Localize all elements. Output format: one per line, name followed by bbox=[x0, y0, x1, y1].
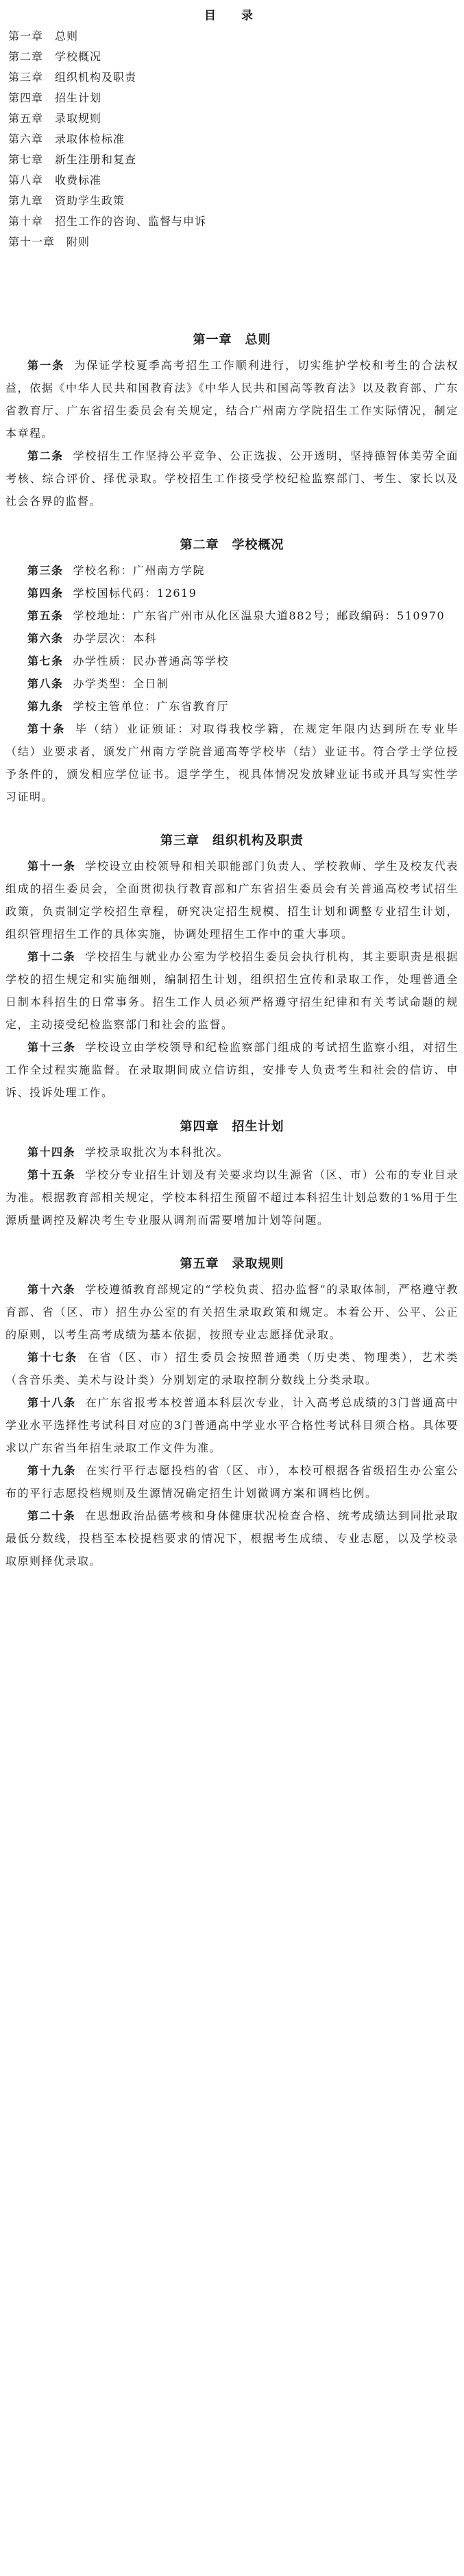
article-text: 在实行平行志愿投档的省（区、市），本校可根据各省级招生办公室公布的平行志愿投档规则及生源情况确定招生计划微调方案和调档比例。 bbox=[5, 1464, 459, 1500]
article-text: 在省（区、市）招生委员会按照普通类（历史类、物理类），艺术类（含音乐类、美术与设计类）分别划定的录取控制分数线上分类录取。 bbox=[5, 1351, 459, 1386]
table-of-contents bbox=[5, 26, 459, 252]
chapter-title: 第二章 学校概况 bbox=[180, 538, 284, 552]
article-number: 第十七条 bbox=[27, 1351, 78, 1364]
article bbox=[5, 1163, 459, 1231]
article bbox=[5, 1391, 459, 1459]
toc-item: 第四章 招生计划 bbox=[8, 91, 102, 104]
article-number: 第十九条 bbox=[27, 1464, 77, 1477]
toc-item: 第二章 学校概况 bbox=[8, 50, 102, 63]
article-number: 第九条 bbox=[27, 700, 64, 713]
article-text: 办学类型：全日制 bbox=[73, 677, 169, 690]
article-number: 第六条 bbox=[27, 632, 64, 645]
chapter-title: 第五章 录取规则 bbox=[180, 1257, 284, 1271]
article bbox=[5, 1504, 459, 1572]
article-number: 第二条 bbox=[27, 449, 64, 462]
article bbox=[5, 559, 459, 582]
article bbox=[5, 718, 459, 808]
article-text: 毕（结）业证颁证：对取得我校学籍，在规定年限内达到所在专业毕（结）业要求者，颁发广州南方学院普通高等学校毕（结）业证书。符合学士学位授予条件的，颁发相应学位证书。退学学生，视具体情况发放肄业证书或开具写实性学习证明。 bbox=[5, 722, 459, 803]
article-number: 第一条 bbox=[27, 359, 65, 372]
article-text: 为保证学校夏季高考招生工作顺利进行，切实维护学校和考生的合法权益，依据《中华人民共和国教育法》《中华人民共和国高等教育法》以及教育部、广东省教育厅、广东省招生委员会有关规定，结合广州南方学院招生工作实际情况，制定本章程。 bbox=[5, 359, 459, 440]
toc-item: 第九章 资助学生政策 bbox=[8, 194, 125, 207]
article-text: 学校设立由学校领导和纪检监察部门组成的考试招生监察小组，对招生工作全过程实施监督。在录取期间成立信访组，安排专人负责考生和社会的信访、申诉、投诉处理工作。 bbox=[5, 1041, 459, 1099]
article bbox=[5, 1141, 459, 1163]
article-text: 学校遵循教育部规定的“学校负责、招办监督”的录取体制，严格遵守教育部、省（区、市）招生办公室的有关招生录取政策和规定。本着公开、公平、公正的原则，以考生高考成绩为基本依据，按照专业志愿择优录取。 bbox=[5, 1283, 459, 1341]
article-text: 学校分专业招生计划及有关要求均以生源省（区、市）公布的专业目录为准。根据教育部相关规定，学校本科招生预留不超过本科招生计划总数的1%用于生源质量调控及解决考生专业服从调剂而需要增加计划等问题。 bbox=[5, 1168, 459, 1227]
article bbox=[5, 627, 459, 650]
article-text: 学校国标代码：12619 bbox=[73, 587, 197, 600]
article-text: 学校主管单位：广东省教育厅 bbox=[73, 700, 230, 713]
chapter-title: 第三章 组织机构及职责 bbox=[160, 834, 304, 848]
article-number: 第三条 bbox=[27, 564, 64, 577]
article bbox=[5, 1346, 459, 1391]
toc-item: 第五章 录取规则 bbox=[8, 112, 102, 125]
article bbox=[5, 650, 459, 672]
article-number: 第五条 bbox=[27, 609, 64, 622]
toc-item: 第三章 组织机构及职责 bbox=[8, 71, 137, 84]
article bbox=[5, 354, 459, 445]
chapter-1 bbox=[5, 327, 459, 512]
toc-title: 目 录 bbox=[204, 9, 260, 23]
chapter-4 bbox=[5, 1113, 459, 1231]
chapter-title: 第一章 总则 bbox=[193, 333, 271, 347]
article-text: 学校名称：广州南方学院 bbox=[73, 564, 206, 577]
article-number: 第八条 bbox=[27, 677, 64, 690]
article bbox=[5, 695, 459, 718]
article-text: 学校招生工作坚持公平竞争、公正选拔、公开透明，坚持德智体美劳全面考核、综合评价、择优录取。学校招生工作接受学校纪检监察部门、考生、家长以及社会各界的监督。 bbox=[5, 449, 459, 508]
toc-item: 第六章 录取体检标准 bbox=[8, 132, 125, 145]
article-number: 第十三条 bbox=[27, 1041, 76, 1054]
chapter-2 bbox=[5, 532, 459, 808]
article bbox=[5, 604, 459, 627]
toc-item: 第十章 招生工作的咨询、监督与申诉 bbox=[8, 215, 207, 228]
article bbox=[5, 445, 459, 512]
toc-item: 第八章 收费标准 bbox=[8, 174, 102, 187]
article-number: 第十条 bbox=[27, 722, 66, 735]
article-number: 第四条 bbox=[27, 587, 64, 600]
article bbox=[5, 582, 459, 604]
article bbox=[5, 1459, 459, 1504]
article bbox=[5, 672, 459, 695]
article-text: 学校设立由校领导和相关职能部门负责人、学校教师、学生及校友代表组成的招生委员会，全面贯彻执行教育部和广东省招生委员会有关普通高校考试招生政策，负责制定学校招生章程，研究决定招生规模、招生计划和调整专业招生计划，组织管理招生工作的具体实施，协调处理招生工作中的重大事项。 bbox=[5, 860, 459, 941]
article-number: 第十八条 bbox=[27, 1396, 76, 1409]
article-number: 第二十条 bbox=[27, 1509, 76, 1522]
article-number: 第十六条 bbox=[27, 1283, 76, 1296]
toc-item: 第七章 新生注册和复查 bbox=[8, 153, 137, 166]
article-text: 学校录取批次为本科批次。 bbox=[85, 1146, 230, 1159]
toc-item: 第一章 总则 bbox=[8, 29, 79, 43]
article bbox=[5, 855, 459, 945]
article-text: 办学层次：本科 bbox=[73, 632, 158, 645]
article bbox=[5, 1278, 459, 1346]
chapter-5 bbox=[5, 1251, 459, 1572]
article-text: 办学性质：民办普通高等学校 bbox=[73, 654, 230, 667]
article bbox=[5, 945, 459, 1036]
toc-item: 第十一章 附则 bbox=[8, 235, 90, 248]
article-number: 第七条 bbox=[27, 654, 64, 667]
article bbox=[5, 1036, 459, 1104]
chapter-title: 第四章 招生计划 bbox=[180, 1120, 284, 1134]
article-text: 在广东省报考本校普通本科层次专业，计入高考总成绩的3门普通高中学业水平选择性考试科目对应的3门普通高中学业水平合格性考试科目须合格。具体要求以广东省当年招生录取工作文件为准。 bbox=[5, 1396, 459, 1454]
article-text: 学校招生与就业办公室为学校招生委员会执行机构，其主要职责是根据学校的招生规定和实施细则，编制招生计划，组织招生宣传和录取工作，处理普通全日制本科招生的日常事务。招生工作人员必须严格遵守招生纪律和有关考试命题的规定，主动接受纪检监察部门和社会的监督。 bbox=[5, 950, 459, 1031]
chapter-3 bbox=[5, 827, 459, 1104]
article-number: 第十五条 bbox=[27, 1168, 76, 1181]
article-number: 第十四条 bbox=[27, 1146, 76, 1159]
article-text: 学校地址：广东省广州市从化区温泉大道882号；邮政编码：510970 bbox=[73, 609, 445, 622]
article-text: 在思想政治品德考核和身体健康状况检查合格、统考成绩达到同批录取最低分数线，投档至本校提档要求的情况下，根据考生成绩、专业志愿，以及学校录取原则择优录取。 bbox=[5, 1509, 459, 1568]
article-number: 第十二条 bbox=[27, 950, 76, 963]
article-number: 第十一条 bbox=[27, 860, 76, 873]
